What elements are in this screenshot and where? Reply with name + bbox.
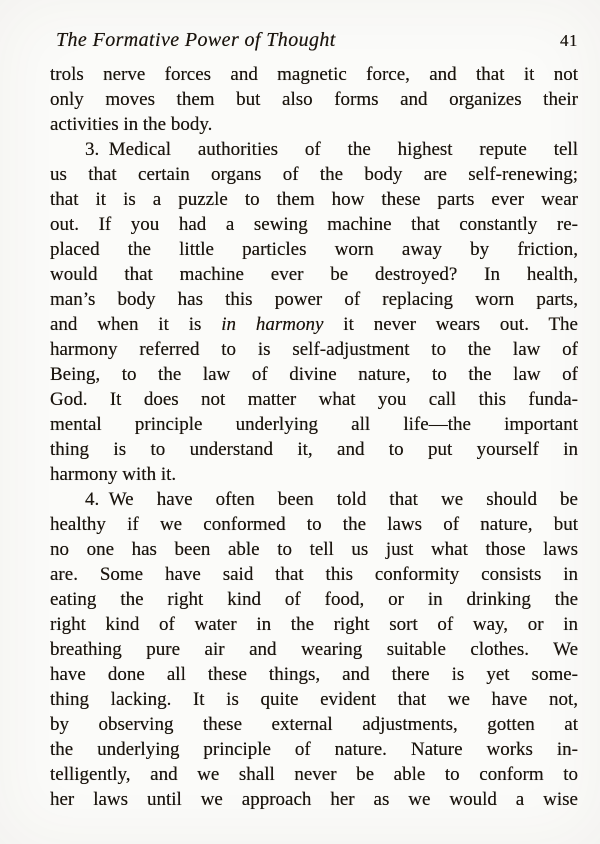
text-line: telligently, and we shall never be able to conform to — [50, 764, 578, 785]
text-line: thing lacking. It is quite evident that we have not, — [50, 689, 578, 710]
text-line: mental principle underlying all life—the important — [50, 414, 578, 435]
text-line: her laws until we approach her as we would a wise — [50, 789, 578, 810]
text-line: breathing pure air and wearing suitable clothes. We — [50, 639, 578, 660]
text-line: man’s body has this power of replacing worn parts, — [50, 289, 578, 310]
text-line: activities in the body. — [50, 114, 213, 135]
text-line: thing is to understand it, and to put yourself in — [50, 439, 578, 460]
text-line: placed the little particles worn away by friction, — [50, 239, 578, 260]
page-number: 41 — [560, 31, 578, 50]
text-line: eating the right kind of food, or in drinking the — [50, 589, 578, 610]
text-line: out. If you had a sewing machine that constantly re- — [50, 214, 578, 235]
text-line: right kind of water in the right sort of way, or in — [50, 614, 578, 635]
text-line: by observing these external adjustments, gotten at — [50, 714, 578, 735]
running-header-title: The Formative Power of Thought — [56, 29, 336, 51]
text-line: only moves them but also forms and organizes their — [50, 89, 578, 110]
text-line: and when it is in harmony it never wears out. The — [50, 314, 578, 335]
text-line: that it is a puzzle to them how these parts ever wear — [50, 189, 578, 210]
text-line: have done all these things, and there is yet some- — [50, 664, 578, 685]
italic-emphasis: in harmony — [221, 314, 324, 335]
page-body-text — [50, 62, 578, 812]
text-line: 3. Medical authorities of the highest repute tell — [85, 139, 578, 160]
text-line: trols nerve forces and magnetic force, and that it not — [50, 64, 578, 85]
running-header — [50, 28, 578, 53]
text-line: us that certain organs of the body are self-renewing; — [50, 164, 578, 185]
text-line: healthy if we conformed to the laws of nature, but — [50, 514, 578, 535]
text-line: are. Some have said that this conformity consists in — [50, 564, 578, 585]
text-line: Being, to the law of divine nature, to the law of — [50, 364, 578, 385]
text-line: would that machine ever be destroyed? In health, — [50, 264, 578, 285]
text-line: harmony with it. — [50, 464, 177, 485]
text-line: the underlying principle of nature. Nature works in- — [50, 739, 578, 760]
text-line: God. It does not matter what you call this funda- — [50, 389, 578, 410]
text-line: no one has been able to tell us just what those laws — [50, 539, 578, 560]
text-line: harmony referred to is self-adjustment to the law of — [50, 339, 578, 360]
text-line: 4. We have often been told that we should be — [85, 489, 578, 510]
